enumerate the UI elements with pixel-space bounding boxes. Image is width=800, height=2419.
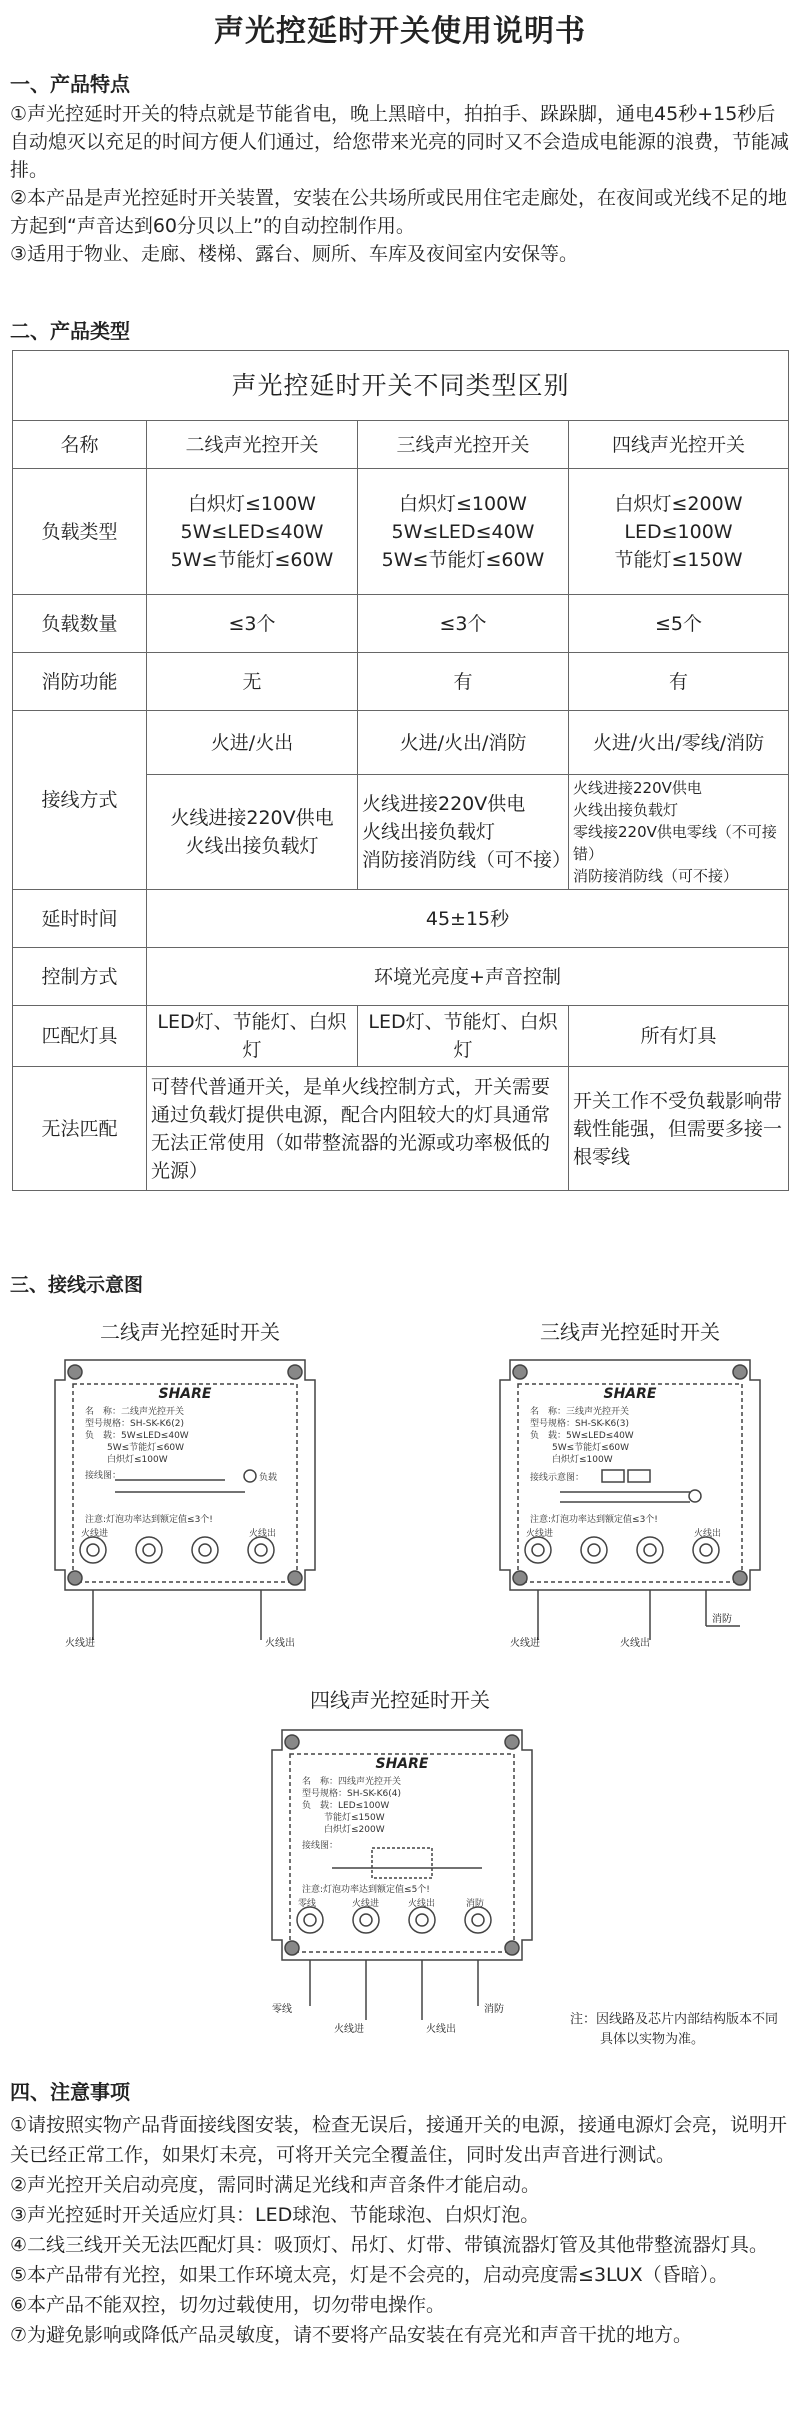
four-wire-title: 四线声光控延时开关	[310, 1688, 490, 1712]
three-wire-title: 三线声光控延时开关	[540, 1320, 720, 1344]
cell-line: LED≤100W	[624, 520, 733, 543]
terminal-label: 消防	[466, 1899, 485, 1909]
note-item: ④二线三线开关无法匹配灯具：吸顶灯、吊灯、灯带、带镇流器灯管及其他带整流器灯具。	[10, 2234, 769, 2256]
note-item: ③声光控延时开关适应灯具：LED球泡、节能球泡、白炽灯泡。	[10, 2204, 540, 2226]
section-heading-features: 一、产品特点	[10, 72, 130, 96]
nomatch-four: 开关工作不受负载影响带载性能强，但需要多接一根零线	[569, 1067, 789, 1191]
four-wire-diagram	[262, 1720, 542, 2040]
load-count-three: ≤3个	[358, 595, 569, 653]
cell-line: 白炽灯≤100W	[188, 492, 316, 515]
delay-value: 45±15秒	[147, 890, 789, 948]
load-type-three	[358, 469, 569, 595]
device-load: 节能灯≤150W	[324, 1813, 385, 1823]
brand-logo: SHARE	[603, 1386, 657, 1402]
two-wire-diagram	[45, 1350, 325, 1660]
note-item: ⑦为避免影响或降低产品灵敏度，请不要将产品安装在有亮光和声音干扰的地方。	[10, 2324, 693, 2346]
brand-logo: SHARE	[375, 1756, 429, 1772]
cell-line: 消防接消防线（可不接）	[362, 849, 572, 871]
section-heading-notes: 四、注意事项	[10, 2080, 130, 2104]
wiring-two-bottom	[147, 775, 358, 890]
table-caption: 声光控延时开关不同类型区别	[13, 351, 789, 421]
wire-label: 火线出	[426, 2024, 456, 2035]
wire-label: 火线进	[65, 1638, 95, 1649]
terminal-label: 零线	[298, 1899, 317, 1909]
cell-line: 火线进接220V供电	[573, 779, 702, 797]
diagram-note	[570, 2010, 800, 2050]
row-label-control: 控制方式	[13, 948, 147, 1006]
device-wiring-label: 接线图：	[302, 1841, 339, 1851]
device-name: 名 称：三线声光控开关	[530, 1407, 630, 1417]
wire-label: 火线进	[334, 2024, 364, 2035]
cell-line: 零线接220V供电零线（不可接错）	[573, 823, 777, 863]
device-load: 负 载：LED≤100W	[302, 1801, 390, 1811]
row-label-delay: 延时时间	[13, 890, 147, 948]
load-count-two: ≤3个	[147, 595, 358, 653]
wiring-three-top: 火进/火出/消防	[358, 711, 569, 775]
feature-item: ②本产品是声光控延时开关装置，安装在公共场所或民用住宅走廊处，在夜间或光线不足的地方起到“声音达到60分贝以上”的自动控制作用。	[10, 187, 788, 237]
terminal-label: 火线进	[526, 1529, 554, 1539]
note-item: ②声光控开关启动亮度，需同时满足光线和声音条件才能启动。	[10, 2174, 541, 2196]
device-load: 负 载：5W≤LED≤40W	[530, 1431, 634, 1441]
wiring-four-bottom	[569, 775, 789, 890]
device-load: 5W≤节能灯≤60W	[552, 1443, 630, 1453]
wire-label: 消防	[484, 2004, 504, 2015]
note-item: ①请按照实物产品背面接线图安装，检查无误后，接通开关的电源，接通电源灯会亮，说明开关已经正常工作，如果灯未亮，可将开关完全覆盖住，同时发出声音进行测试。	[10, 2114, 788, 2166]
row-label-nomatch: 无法匹配	[13, 1067, 147, 1191]
device-load: 5W≤节能灯≤60W	[107, 1443, 185, 1453]
cell-line: 火线出接负载灯	[362, 821, 496, 843]
device-warning: 注意:灯泡功率达到额定值≤5个!	[302, 1885, 430, 1895]
row-label-wiring: 接线方式	[13, 711, 147, 890]
device-load-tag: 负载	[259, 1473, 278, 1483]
device-warning: 注意:灯泡功率达到额定值≤3个!	[530, 1515, 658, 1525]
row-label-lamps: 匹配灯具	[13, 1006, 147, 1067]
cell-line: 5W≤LED≤40W	[391, 520, 535, 543]
lamps-four: 所有灯具	[569, 1006, 789, 1067]
device-name: 名 称：四线声光控开关	[302, 1777, 402, 1787]
device-load: 负 载：5W≤LED≤40W	[85, 1431, 189, 1441]
cell-line: 火线出接负载灯	[573, 801, 679, 819]
terminal-label: 火线出	[694, 1529, 722, 1539]
feature-item: ③适用于物业、走廊、楼梯、露台、厕所、车库及夜间室内安保等。	[10, 243, 579, 265]
note-item: ⑤本产品带有光控，如果工作环境太亮，灯是不会亮的，启动亮度需≤3LUX（昏暗）。	[10, 2264, 729, 2286]
feature-item: ①声光控延时开关的特点就是节能省电，晚上黑暗中，拍拍手、跺跺脚，通电45秒+15秒后自动熄灭以充足的时间方便人们通过，给您带来光亮的同时又不会造成电能源的浪费，节能减排。	[10, 103, 790, 181]
notes-list	[10, 2110, 790, 2350]
device-warning: 注意:灯泡功率达到额定值≤3个!	[85, 1515, 213, 1525]
device-model: 型号规格：SH-SK-K6(3)	[530, 1419, 630, 1429]
three-wire-diagram	[490, 1350, 770, 1660]
cell-line: 5W≤节能灯≤60W	[170, 548, 334, 571]
terminal-label: 火线进	[81, 1529, 109, 1539]
two-wire-title: 二线声光控延时开关	[100, 1320, 280, 1344]
device-load: 白炽灯≤100W	[107, 1455, 168, 1465]
row-label-fire: 消防功能	[13, 653, 147, 711]
wire-label: 火线进	[510, 1638, 540, 1649]
terminal-label: 火线出	[249, 1529, 277, 1539]
wire-label: 火线出	[620, 1638, 650, 1649]
cell-line: 火线进接220V供电	[362, 793, 526, 815]
cell-line: 消防接消防线（可不接）	[573, 867, 739, 885]
note-item: ⑥本产品不能双控，切勿过载使用，切勿带电操作。	[10, 2294, 446, 2316]
row-label-load-count: 负载数量	[13, 595, 147, 653]
section-heading-types: 二、产品类型	[10, 319, 130, 343]
device-load: 白炽灯≤100W	[552, 1455, 613, 1465]
cell-line: 火线进接220V供电	[170, 807, 334, 829]
cell-line: 白炽灯≤100W	[399, 492, 527, 515]
header-four: 四线声光控开关	[569, 421, 789, 469]
cell-line: 5W≤节能灯≤60W	[381, 548, 545, 571]
lamps-three: LED灯、节能灯、白炽灯	[358, 1006, 569, 1067]
terminal-label: 火线出	[408, 1899, 436, 1909]
cell-line: 白炽灯≤200W	[614, 492, 743, 515]
cell-line: 火线出接负载灯	[185, 835, 319, 857]
note-line: 注：因线路及芯片内部结构版本不同	[570, 2012, 779, 2027]
fire-four: 有	[569, 653, 789, 711]
section-heading-wiring: 三、接线示意图	[10, 1274, 144, 1296]
device-name: 名 称：二线声光控开关	[85, 1407, 185, 1417]
device-load: 白炽灯≤200W	[324, 1825, 385, 1835]
cell-line: 节能灯≤150W	[614, 548, 743, 571]
wire-label: 火线出	[265, 1638, 295, 1649]
wiring-four-top: 火进/火出/零线/消防	[569, 711, 789, 775]
lamps-two: LED灯、节能灯、白炽灯	[147, 1006, 358, 1067]
device-wiring-label: 接线图：	[85, 1471, 122, 1481]
brand-logo: SHARE	[158, 1386, 212, 1402]
note-line: 具体以实物为准。	[600, 2032, 705, 2047]
fire-two: 无	[147, 653, 358, 711]
load-type-two	[147, 469, 358, 595]
wire-label: 消防	[712, 1614, 732, 1625]
load-count-four: ≤5个	[569, 595, 789, 653]
wiring-two-top: 火进/火出	[147, 711, 358, 775]
page-title: 声光控延时开关使用说明书	[214, 14, 586, 49]
wiring-three-bottom	[358, 775, 572, 890]
wire-label: 零线	[272, 2004, 292, 2015]
header-three: 三线声光控开关	[358, 421, 569, 469]
device-wiring-label: 接线示意图：	[530, 1473, 585, 1483]
fire-three: 有	[358, 653, 569, 711]
control-value: 环境光亮度+声音控制	[147, 948, 789, 1006]
header-two: 二线声光控开关	[147, 421, 358, 469]
features-list	[10, 100, 790, 268]
load-type-four	[569, 469, 789, 595]
header-name: 名称	[13, 421, 147, 469]
row-label-load-type: 负载类型	[13, 469, 147, 595]
nomatch-two-three: 可替代普通开关，是单火线控制方式，开关需要通过负载灯提供电源，配合内阻较大的灯具通常无法正常使用（如带整流器的光源或功率极低的光源）	[147, 1067, 569, 1191]
types-table	[12, 350, 789, 1191]
cell-line: 5W≤LED≤40W	[180, 520, 324, 543]
device-model: 型号规格：SH-SK-K6(2)	[85, 1419, 185, 1429]
device-model: 型号规格：SH-SK-K6(4)	[302, 1789, 402, 1799]
terminal-label: 火线进	[352, 1899, 380, 1909]
